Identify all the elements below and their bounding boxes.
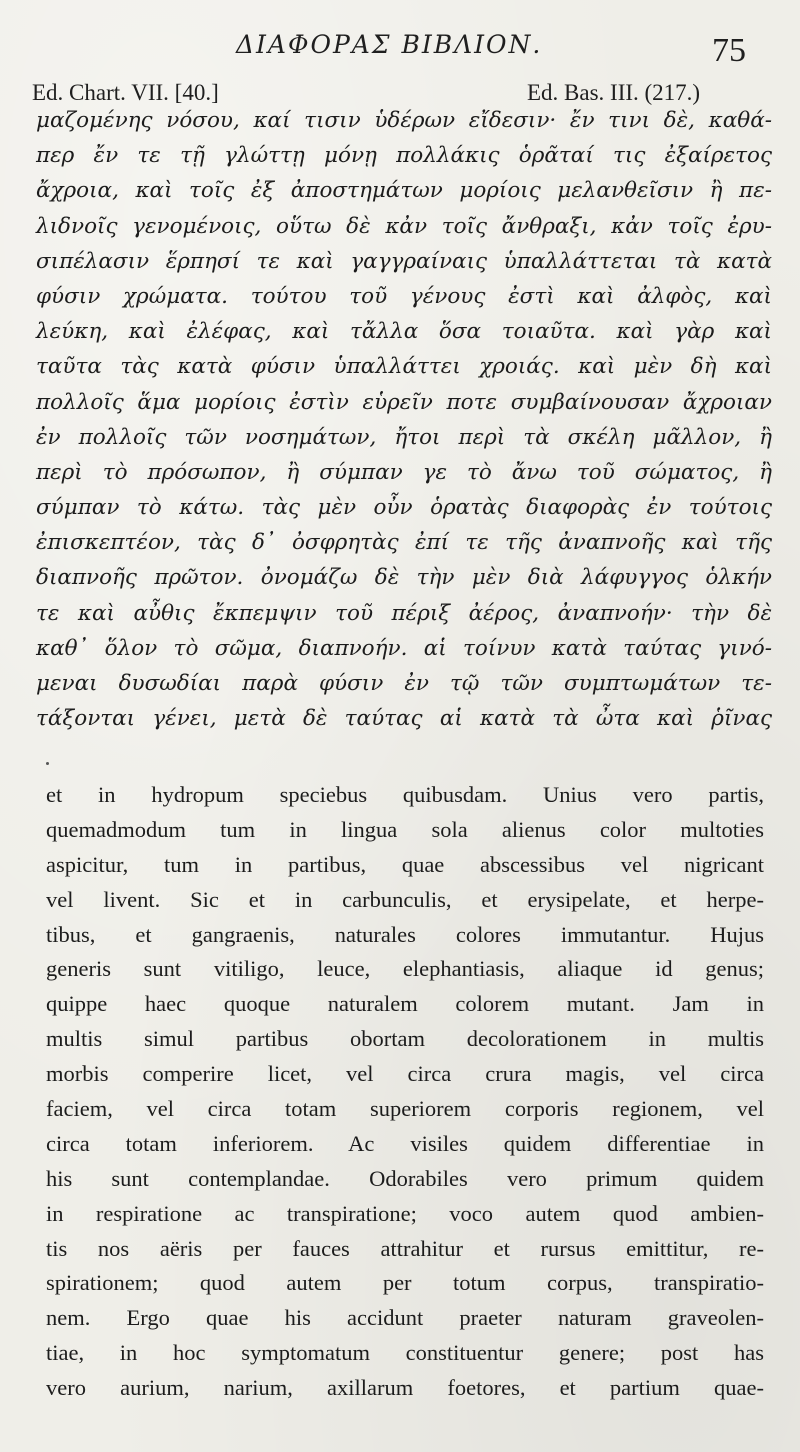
latin-line: morbis comperire licet, vel circa crura magis, vel circa: [46, 1061, 764, 1087]
greek-line: πολλοῖς ἅμα μορίοις ἐστὶν εὑρεῖν ποτε συμβαίνουσαν ἄχροιαν: [36, 389, 772, 415]
greek-line: φύσιν χρώματα. τούτου τοῦ γένους ἐστὶ καὶ ἀλφὸς, καὶ: [36, 283, 772, 309]
edition-reference-left: Ed. Chart. VII. [40.]: [32, 80, 219, 105]
latin-line: et in hydropum speciebus quibusdam. Unius vero partis,: [46, 782, 764, 807]
running-head: ΔΙΑΦΟΡΑΣ ΒΙΒΛΙΟΝ.: [236, 30, 543, 59]
latin-line: multis simul partibus obortam decolorationem in multis: [46, 1026, 764, 1052]
latin-line: spirationem; quod autem per totum corpus, transpiratio-: [46, 1270, 764, 1296]
latin-line: vel livent. Sic et in carbunculis, et erysipelate, et herpe-: [46, 886, 764, 912]
greek-line: λεύκη, καὶ ἐλέφας, καὶ τἄλλα ὅσα τοιαῦτα. καὶ γὰρ καὶ: [36, 319, 772, 345]
latin-line: generis sunt vitiligo, leuce, elephantiasis, aliaque id genus;: [46, 956, 764, 982]
latin-line: quippe haec quoque naturalem colorem mutant. Jam in: [46, 991, 764, 1017]
greek-line: μεναι δυσωδίαι παρὰ φύσιν ἐν τῷ τῶν συμπτωμάτων τε-: [36, 671, 772, 696]
greek-line: ταῦτα τὰς κατὰ φύσιν ὑπαλλάττει χροιάς. καὶ μὲν δὴ καὶ: [36, 354, 772, 380]
latin-line: tis nos aëris per fauces attrahitur et rursus emittitur, re-: [46, 1235, 764, 1261]
greek-line: λιδνοῖς γενομένοις, οὕτω δὲ κἀν τοῖς ἄνθραξι, κἀν τοῖς ἐρυ-: [36, 213, 772, 239]
greek-line: μαζομένης νόσου, καί τισιν ὑδέρων εἴδεσιν· ἔν τινι δὲ, καθά-: [36, 108, 772, 133]
edition-reference-right: Ed. Bas. III. (217.): [527, 80, 701, 105]
latin-line: tiae, in hoc symptomatum constituentur genere; post has: [46, 1340, 764, 1366]
greek-line: σιπέλασιν ἕρπησί τε καὶ γαγγραίναις ὑπαλλάττεται τὰ κατὰ: [36, 248, 772, 274]
latin-line: nem. Ergo quae his accidunt praeter naturam graveolen-: [46, 1305, 764, 1331]
page-number: 75: [712, 32, 746, 69]
greek-line: σύμπαν τὸ κάτω. τὰς μὲν οὖν ὁρατὰς διαφορὰς ἐν τούτοις: [36, 495, 772, 521]
latin-line: faciem, vel circa totam superiorem corporis regionem, vel: [46, 1096, 764, 1122]
greek-text-block: [36, 103, 772, 736]
greek-line: διαπνοῆς πρῶτον. ὀνομάζω δὲ τὴν μὲν διὰ λάφυγγος ὁλκήν: [36, 565, 772, 591]
greek-line: τε καὶ αὖθις ἔκπεμψιν τοῦ πέριξ ἀέρος, ἀναπνοήν· τὴν δὲ: [36, 600, 772, 626]
latin-line: quemadmodum tum in lingua sola alienus color multoties: [46, 816, 764, 842]
latin-line: in respiratione ac transpiratione; voco autem quod ambien-: [46, 1200, 764, 1226]
latin-line: circa totam inferiorem. Ac visiles quidem differentiae in: [46, 1130, 764, 1156]
greek-line: καθ᾽ ὅλον τὸ σῶμα, διαπνοήν. αἱ τοίνυν κατὰ ταύτας γινό-: [36, 635, 772, 661]
greek-line: ἐν πολλοῖς τῶν νοσημάτων, ἤτοι περὶ τὰ σκέλη μᾶλλον, ἢ: [36, 424, 772, 450]
greek-line: περὶ τὸ πρόσωπον, ἢ σύμπαν γε τὸ ἄνω τοῦ σώματος, ἢ: [36, 459, 772, 485]
latin-line: tibus, et gangraenis, naturales colores immutantur. Hujus: [46, 921, 764, 947]
greek-line: περ ἔν τε τῇ γλώττῃ μόνῃ πολλάκις ὁρᾶταί τις ἐξαίρετος: [36, 143, 772, 169]
latin-line: vero aurium, narium, axillarum foetores, et partium quae-: [46, 1375, 764, 1401]
greek-line: ἐπισκεπτέον, τὰς δ᾽ ὀσφρητὰς ἐπί τε τῆς ἀναπνοῆς καὶ τῆς: [36, 530, 772, 556]
section-separator-dot: [46, 762, 49, 765]
latin-line: aspicitur, tum in partibus, quae abscessibus vel nigricant: [46, 851, 764, 877]
greek-line: ἄχροια, καὶ τοῖς ἐξ ἀποστημάτων μορίοις μελανθεῖσιν ἢ πε-: [36, 178, 772, 204]
latin-line: his sunt contemplandae. Odorabiles vero primum quidem: [46, 1165, 764, 1191]
latin-text-block: [46, 778, 764, 1406]
greek-line: τάξονται γένει, μετὰ δὲ ταύτας αἱ κατὰ τὰ ὦτα καὶ ῥῖνας: [36, 706, 772, 732]
